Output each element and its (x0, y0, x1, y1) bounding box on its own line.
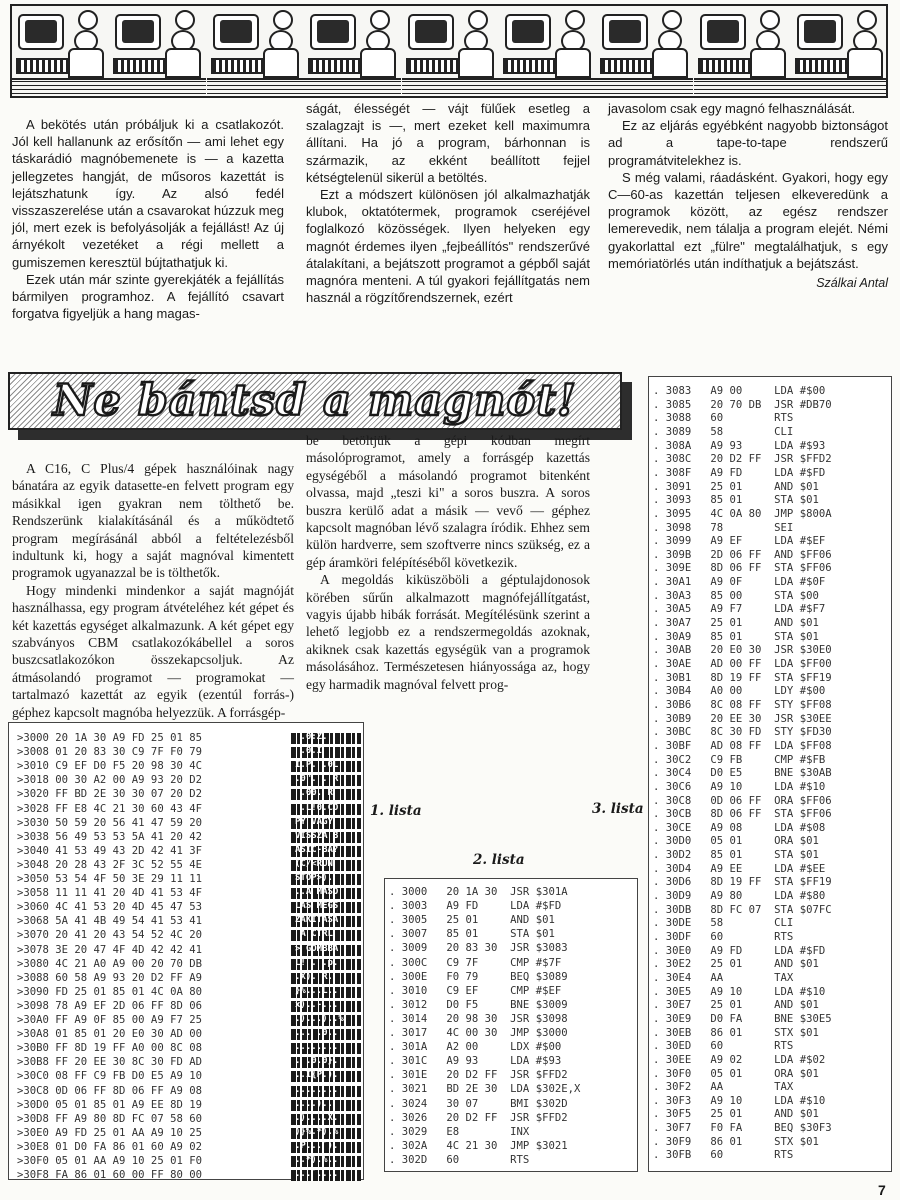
petscii-graphic (291, 789, 361, 800)
asm-line: . 3098 78 SEI (653, 521, 794, 534)
desk-shape (694, 78, 791, 94)
dump-line: >3090 FD 25 01 85 01 4C 0A 80 (17, 985, 202, 998)
asm-line: . 30AE AD 00 FF LDA $FF00 (653, 658, 832, 670)
person-figure-icon (64, 30, 104, 74)
asm-line: . 3010 C9 EF CMP #$EF (389, 984, 562, 997)
dump-line: >3010 C9 EF D0 F5 20 98 30 4C (17, 760, 202, 773)
article-title: Ne bántsd a magnót! (53, 376, 577, 426)
person-figure-icon (454, 30, 494, 74)
petscii-graphic (291, 973, 361, 984)
petscii-text: A CTRL (295, 929, 333, 940)
petscii-text: ........ (295, 1084, 339, 1095)
petscii-text: ....).. (295, 1098, 339, 1109)
asm-line: . 3003 A9 FD LDA #$FD (389, 900, 562, 913)
petscii-graphic (291, 1170, 361, 1181)
petscii-text: (C/<RUN (295, 858, 333, 869)
petscii-graphic (291, 945, 361, 956)
clock-icon (565, 10, 585, 30)
petscii-graphic (291, 1156, 361, 1167)
petscii-graphic (291, 1057, 361, 1068)
dump-line: >3098 78 A9 EF 2D 06 FF 8D 06 (17, 999, 202, 1012)
petscii-text: PY VAGY (295, 816, 333, 827)
petscii-text: x)..-... (295, 999, 339, 1010)
dump-line: >3078 3E 20 47 4F 4D 42 42 41 (17, 943, 202, 956)
computer-monitor-icon (797, 14, 843, 50)
computer-monitor-icon (408, 14, 454, 50)
dump-line: >3058 11 11 41 20 4D 41 53 4F (17, 887, 202, 900)
person-figure-icon (648, 30, 688, 74)
petscii-text: .0.I (295, 746, 323, 757)
computer-monitor-icon (115, 14, 161, 50)
asm-line: . 30F7 F0 FA BEQ $30F3 (653, 1122, 832, 1135)
asm-line: . 3005 25 01 AND $01 (389, 914, 555, 927)
hex-dump-listing (8, 722, 364, 1180)
asm-line: . 309E 8D 06 FF STA $FF06 (653, 562, 832, 575)
asm-line: . 30A7 25 01 AND $01 (653, 617, 819, 630)
paragraph: S még valami, ráadásként. Gyakori, hogy egy C—60-as kazettán teljesen elkeveredünk a programok között, az egész rendszer lemerevedik, nem tálalja a program elejét. Némi gyakorlattal ezt „fülre" megtalálhatjuk, s egy memóriatörlés után indíthatjuk a bejátszást. (608, 169, 888, 271)
petscii-graphic (291, 1071, 361, 1082)
asm-line: . 3000 20 1A 30 JSR $301A (389, 886, 568, 898)
person-figure-icon (551, 30, 591, 74)
asm-line: . 308C 20 D2 FF JSR $FFD2 (653, 453, 832, 466)
asm-line: . 301E 20 D2 FF JSR $FFD2 (389, 1069, 568, 1082)
asm-line: . 300E F0 79 BEQ $3089 (389, 970, 568, 983)
asm-line: . 30B9 20 EE 30 JSR $30EE (653, 712, 832, 725)
dump-line: >30C8 0D 06 FF 8D 06 FF A9 08 (17, 1084, 202, 1097)
petscii-graphic (291, 888, 361, 899)
desk-shape (304, 78, 401, 94)
asm-line: . 30D9 A9 80 LDA #$80 (653, 890, 826, 903)
dump-line: >30D0 05 01 85 01 A9 EE 8D 19 (17, 1098, 202, 1111)
petscii-text: > GOMBBA (295, 943, 339, 954)
petscii-text: ZAKITASA (295, 915, 339, 926)
asm-line: . 3014 20 98 30 JSR $3098 (389, 1012, 568, 1025)
petscii-graphic (291, 747, 361, 758)
asm-line: . 3029 E8 INX (389, 1125, 530, 1138)
petscii-graphic (291, 818, 361, 829)
cartoon-tile (402, 8, 499, 94)
asm-line: . 30F9 86 01 STX $01 (653, 1135, 819, 1148)
paragraph: Hogy mindenki mindenkor a saját magnóját használhassa, egy program átvételéhez két gépet és két kazettás egységet alkalmazunk. A két gépet egy szabványos CBM csatlakozókábellel a soros buszcsatlakozókon összekapcsoljuk. Az átmásolandó programot — programokat — tartalmazó kazettát az egyik (ezentúl forrás-) géphez kapcsolt magnóba helyezzük. A forrásgép- (12, 582, 294, 720)
dump-line: >30A0 FF A9 0F 85 00 A9 F7 25 (17, 1014, 202, 1026)
desk-shape (596, 78, 693, 94)
asm-line: . 3017 4C 00 30 JMP $3000 (389, 1027, 568, 1039)
computer-monitor-icon (18, 14, 64, 50)
decorative-banner (10, 4, 888, 98)
petscii-graphic (291, 1015, 361, 1026)
person-figure-icon (746, 30, 786, 74)
dump-line: >30B8 FF 20 EE 30 8C 30 FD AD (17, 1056, 202, 1069)
asm-line: . 30DE 58 CLI (653, 917, 794, 930)
dump-line: >30A8 01 85 01 20 E0 30 AD 00 (17, 1028, 202, 1041)
top-article-column-2 (306, 100, 590, 306)
petscii-text: L! . .p. (295, 957, 339, 968)
dump-line: >3068 5A 41 4B 49 54 41 53 41 (17, 915, 202, 928)
asm-line: . 3093 85 01 STA $01 (653, 494, 819, 507)
petscii-graphic (291, 930, 361, 941)
asm-line: . 309B 2D 06 FF AND $FF06 (653, 548, 832, 561)
disassembly-listing-2 (384, 878, 638, 1172)
asm-line: . 3095 4C 0A 80 JMP $800A (653, 507, 832, 520)
petscii-text: .P...`). (295, 1140, 339, 1151)
person-figure-icon (161, 30, 201, 74)
asm-line: . 30BC 8C 30 FD STY $FD30 (653, 726, 832, 739)
computer-monitor-icon (602, 14, 648, 50)
clock-icon (273, 10, 293, 30)
asm-line: . 308A A9 93 LDA #$93 (653, 439, 826, 452)
asm-line: . 30E7 25 01 AND $01 (653, 999, 819, 1012)
cartoon-tile (596, 8, 693, 94)
asm-line: . 30E9 D0 FA BNE $30E5 (653, 1012, 832, 1025)
dump-line: >3048 20 28 43 2F 3C 52 55 4E (17, 858, 202, 871)
petscii-text: .0". . R (295, 774, 339, 785)
article-column-2 (306, 432, 590, 693)
asm-line: . 30DF 60 RTS (653, 931, 794, 943)
asm-line: . 30CE A9 08 LDA #$08 (653, 821, 826, 834)
asm-line: . 3088 60 RTS (653, 412, 794, 425)
asm-line: . 30CB 8D 06 FF STA $FF06 (653, 808, 832, 821)
petscii-graphic (291, 860, 361, 871)
dump-line: >3070 20 41 20 43 54 52 4C 20 (17, 929, 202, 942)
asm-line: . 30E2 25 01 AND $01 (653, 958, 819, 971)
dump-line: >3080 4C 21 A0 A9 00 20 70 DB (17, 957, 202, 970)
petscii-text: .X). R. (295, 971, 333, 982)
asm-line: . 30B4 A0 00 LDY #$00 (653, 685, 826, 698)
cartoon-tile (694, 8, 791, 94)
petscii-graphic (291, 1100, 361, 1111)
petscii-graphic (291, 846, 361, 857)
asm-line: . 30E4 AA TAX (653, 971, 794, 984)
petscii-graphic (291, 902, 361, 913)
paragraph: Ez az eljárás egyébként nagyobb biztonságot ad a tape-to-tape rendszerű programátvitelekhez is. (608, 118, 888, 168)
dump-line: >3020 FF BD 2E 30 30 07 20 D2 (17, 788, 202, 801)
petscii-graphic (291, 874, 361, 885)
dump-line: >3040 41 53 49 43 2D 42 41 3F (17, 844, 202, 857)
petscii-graphic (291, 1142, 361, 1153)
petscii-graphic (291, 733, 361, 744)
dump-line: >3018 00 30 A2 00 A9 93 20 D2 (17, 774, 202, 787)
petscii-graphic (291, 987, 361, 998)
asm-line: . 3026 20 D2 FF JSR $FFD2 (389, 1111, 568, 1124)
asm-line: . 30A1 A9 0F LDA #$0F (653, 576, 826, 589)
petscii-text: .00. R (295, 788, 333, 799)
person-figure-icon (356, 30, 396, 74)
asm-line: . 30B6 8C 08 FF STY $FF08 (653, 698, 832, 711)
asm-line: . 3091 25 01 AND $01 (653, 480, 819, 493)
dump-line: >3008 01 20 83 30 C9 7F F0 79 (17, 746, 202, 759)
petscii-graphic (291, 1043, 361, 1054)
listing-1-label: 1. lista (370, 803, 422, 819)
asm-line: . 302A 4C 21 30 JMP $3021 (389, 1139, 568, 1152)
listing-3-label: 3. lista (592, 801, 644, 817)
asm-line: . 30ED 60 RTS (653, 1040, 794, 1053)
cartoon-tile (791, 8, 888, 94)
asm-line: . 30C2 C9 FB CMP #$FB (653, 753, 826, 766)
clock-icon (78, 10, 98, 30)
asm-line: . 30E0 A9 FD LDA #$FD (653, 944, 826, 957)
asm-line: . 3089 58 CLI (653, 425, 794, 438)
petscii-text: ..A MASO (295, 887, 339, 898)
asm-line: . 30A5 A9 F7 LDA #$F7 (653, 603, 826, 616)
cartoon-tile (12, 8, 109, 94)
dump-line: >3038 56 49 53 53 5A 41 20 42 (17, 830, 202, 843)
dump-line: >30F0 05 01 AA A9 10 25 01 F0 (17, 1155, 202, 1167)
asm-line: . 30F5 25 01 AND $01 (653, 1108, 819, 1121)
dump-line: >30C0 08 FF C9 FB D0 E5 A9 10 (17, 1070, 202, 1083)
asm-line: . 3085 20 70 DB JSR #DB70 (653, 398, 832, 411)
asm-line: . 3007 85 01 STA $01 (389, 928, 555, 941)
petscii-graphic (291, 916, 361, 927)
petscii-text: STOP>). (295, 873, 333, 883)
dump-line: >30D8 FF A9 80 8D FC 07 58 60 (17, 1112, 202, 1125)
asm-line: . 30C4 D0 E5 BNE $30AB (653, 767, 832, 780)
petscii-text: ........ (295, 1042, 339, 1053)
clock-icon (857, 10, 877, 30)
dump-line: >30E0 A9 FD 25 01 AA A9 10 25 (17, 1126, 202, 1139)
asm-line: . 30F3 A9 10 LDA #$10 (653, 1094, 826, 1107)
desk-shape (402, 78, 499, 94)
dump-line: >3028 FF E8 4C 21 30 60 43 4F (17, 802, 202, 815)
asm-line: . 302D 60 RTS (389, 1153, 530, 1166)
asm-line: . 3099 A9 EF LDA #$EF (653, 535, 826, 548)
desk-shape (207, 78, 304, 94)
listing-2-label: 2. lista (473, 852, 525, 868)
cartoon-tile (109, 8, 206, 94)
paragraph: A bekötés után próbáljuk ki a csatlakozót. Jól kell hallanunk az erősítőn — ami lehet egy táskarádió magnóbemenete is — a kazetta jellegzetes hangját, de műsoros kazettát is lejátszhatunk így. Az alsó fedél visszaszerelése után a csavarokat húzzuk meg jól, mert ezek is befolyásolják a fejállást! Az új árnyékolt vezetéket a régi mellett a gumiszemen keresztül bújtathatjuk ki. (12, 117, 284, 270)
dump-line: >3088 60 58 A9 93 20 D2 FF A9 (17, 971, 202, 984)
clock-icon (468, 10, 488, 30)
asm-line: . 301C A9 93 LDA #$93 (389, 1055, 562, 1068)
petscii-text: .0:Z. (295, 732, 328, 742)
petscii-text: ..*).%.. (295, 1155, 339, 1165)
asm-line: . 300C C9 7F CMP #$7F (389, 956, 562, 969)
asm-line: . 30D4 A9 EE LDA #$EE (653, 862, 826, 875)
petscii-text: )}%.*).% (295, 1126, 339, 1137)
dump-line: >30B0 FF 8D 19 FF A0 00 8C 08 (17, 1042, 202, 1055)
petscii-graphic (291, 775, 361, 786)
petscii-text: I.P. .0L (295, 760, 339, 771)
asm-line: . 30C6 A9 10 LDA #$10 (653, 780, 826, 793)
asm-line: . 3024 30 07 BMI $302D (389, 1097, 568, 1110)
paragraph: javasolom csak egy magnó felhasználását. (608, 101, 856, 116)
petscii-graphic (291, 761, 361, 772)
dump-line: >30F8 FA 86 01 60 00 FF 80 00 (17, 1169, 202, 1182)
petscii-text: .)....X. (295, 1112, 339, 1123)
top-article-column-3 (608, 100, 888, 292)
paragraph: be betöltjük a gépi kódban megírt másolóprogramot, amely a forrásgép kazettás egységéből a másolandó programot bitenként olvassa, majd „teszi ki" a soros buszra. A soros buszra kerülő adat a másik — vevő — géphez kapcsolt magnóban lévő szalagra íródik. Ehhez sem külön hardverre, sem szoftverre nincs szükség, ez a gép áramköri felépítéséből következik. (306, 433, 590, 570)
asm-line: . 30D0 05 01 ORA $01 (653, 835, 819, 848)
paragraph: ságát, élességét — vájt fülűek esetleg a szalagzajt is —, mert ezeket kell maximumra állítani. Ha jó a program, bárhonnan is származik, az ekként beállított fejjel kétségtelenül sikerül a betöltés. (306, 101, 590, 185)
clock-icon (760, 10, 780, 30)
petscii-graphic (291, 1001, 361, 1012)
petscii-graphic (291, 959, 361, 970)
petscii-text: ... .0.. (295, 1028, 339, 1039)
desk-shape (12, 78, 109, 94)
asm-line: . 30DB 8D FC 07 STA $07FC (653, 903, 832, 916)
asm-line: . 30C8 0D 06 FF ORA $FF06 (653, 794, 832, 807)
dump-line: >3060 4C 41 53 20 4D 45 47 53 (17, 901, 202, 914)
dump-line: >3050 53 54 4F 50 3E 29 11 11 (17, 873, 202, 885)
paragraph: A megoldás kiküszöböli a géptulajdonosok körében sűrűn alkalmazott magnófejállítgatást, vagyis újabb hibák forrását. Megítélésünk szerint a lehető legjobb ez a rendszermegoldás azoknak, akiknek csak kazettás egységük van a programok másolásához. Természetesen hiányossága az, hogy egy harmadik magnóval felvett prog- (306, 572, 590, 692)
petscii-text: .)...)..% (295, 1014, 344, 1024)
asm-line: . 30F2 AA TAX (653, 1081, 794, 1094)
desk-shape (791, 78, 888, 94)
asm-line: . 30F0 05 01 ORA $01 (653, 1067, 819, 1080)
petscii-text: ...`.... (295, 1169, 339, 1180)
cartoon-tile (499, 8, 596, 94)
computer-monitor-icon (700, 14, 746, 50)
author-signature: Szálkai Antal (816, 276, 888, 291)
asm-line: . 30FB 60 RTS (653, 1149, 794, 1162)
asm-line: . 30BF AD 08 FF LDA $FF08 (653, 739, 832, 752)
petscii-graphic (291, 1086, 361, 1097)
computer-monitor-icon (213, 14, 259, 50)
asm-line: . 30EB 86 01 STX $01 (653, 1026, 819, 1039)
petscii-text: LAS MEGS (295, 901, 339, 912)
petscii-text: . .0.0}. (295, 1056, 339, 1067)
clock-icon (370, 10, 390, 30)
asm-line: . 3021 BD 2E 30 LDA $302E,X (389, 1083, 581, 1096)
petscii-text: ..I{P.). (295, 1070, 339, 1081)
asm-line: . 3009 20 83 30 JSR $3083 (389, 942, 568, 955)
desk-shape (499, 78, 596, 94)
clock-icon (662, 10, 682, 30)
computer-monitor-icon (310, 14, 356, 50)
petscii-graphic (291, 832, 361, 843)
asm-line: . 308F A9 FD LDA #$FD (653, 466, 826, 479)
petscii-text: .L!0.CO (295, 802, 339, 813)
paragraph: Ezt a módszert különösen jól alkalmazhatják klubok, oktatótermek, programok cseréjével foglalkozó közösségek. Ilyen helyeken egy magnót érdemes ilyen „fejbeállítós" rendszerűvé átalakítani, a bejátszott programot a gépből saját magnóra menteni. A túl gyakori fejállítgatás nem használ a rögzítőrendszernek, ezért (306, 187, 590, 306)
disassembly-listing-3 (648, 376, 892, 1172)
paragraph: Ezek után már szinte gyerekjáték a fejállítás bármilyen programhoz. A fejállító csavart forgatva figyeljük a hang magas- (12, 271, 284, 322)
desk-shape (109, 78, 206, 94)
asm-line: . 30EE A9 02 LDA #$02 (653, 1053, 826, 1066)
asm-line: . 30A9 85 01 STA $01 (653, 630, 819, 643)
paragraph: A C16, C Plus/4 gépek használóinak nagy bánatára az egyik datasette-en felvett program egy másikkal igen gyakran nem tölthető be. Rendszerünk kialakításánál és a működtető program megírásánál abból a feltételezésből indultunk ki, hogy a saját magnóval kimentett programok ugyanazzal be is tölthetők. (12, 461, 294, 581)
asm-line: . 30B1 8D 19 FF STA $FF19 (653, 671, 832, 684)
petscii-text: ASIC-BA? (295, 844, 339, 855)
asm-line: . 30A3 85 00 STA $00 (653, 589, 819, 602)
person-figure-icon (843, 30, 883, 74)
asm-line: . 301A A2 00 LDX #$00 (389, 1041, 562, 1054)
person-figure-icon (259, 30, 299, 74)
petscii-text: }%...L.. (295, 985, 339, 996)
dump-line: >30E8 01 D0 FA 86 01 60 A9 02 (17, 1140, 202, 1153)
asm-line: . 30D2 85 01 STA $01 (653, 849, 819, 862)
computer-monitor-icon (505, 14, 551, 50)
dump-line: >3000 20 1A 30 A9 FD 25 01 85 (17, 732, 202, 744)
petscii-text: VISSZA B (295, 830, 339, 841)
top-article-column-1 (12, 116, 284, 322)
asm-line: . 3083 A9 00 LDA #$00 (653, 385, 826, 397)
clock-icon (175, 10, 195, 30)
asm-line: . 3012 D0 F5 BNE $3009 (389, 998, 568, 1011)
petscii-graphic (291, 1114, 361, 1125)
page-number: 7 (878, 1182, 886, 1198)
petscii-graphic (291, 1128, 361, 1139)
petscii-graphic (291, 804, 361, 815)
article-column-1 (12, 460, 294, 721)
petscii-graphic (291, 1029, 361, 1040)
cartoon-tile (304, 8, 401, 94)
dump-line: >3030 50 59 20 56 41 47 59 20 (17, 816, 202, 829)
asm-line: . 30E5 A9 10 LDA #$10 (653, 985, 826, 998)
asm-line: . 30AB 20 E0 30 JSR $30E0 (653, 644, 832, 657)
asm-line: . 30D6 8D 19 FF STA $FF19 (653, 876, 832, 889)
cartoon-tile (207, 8, 304, 94)
